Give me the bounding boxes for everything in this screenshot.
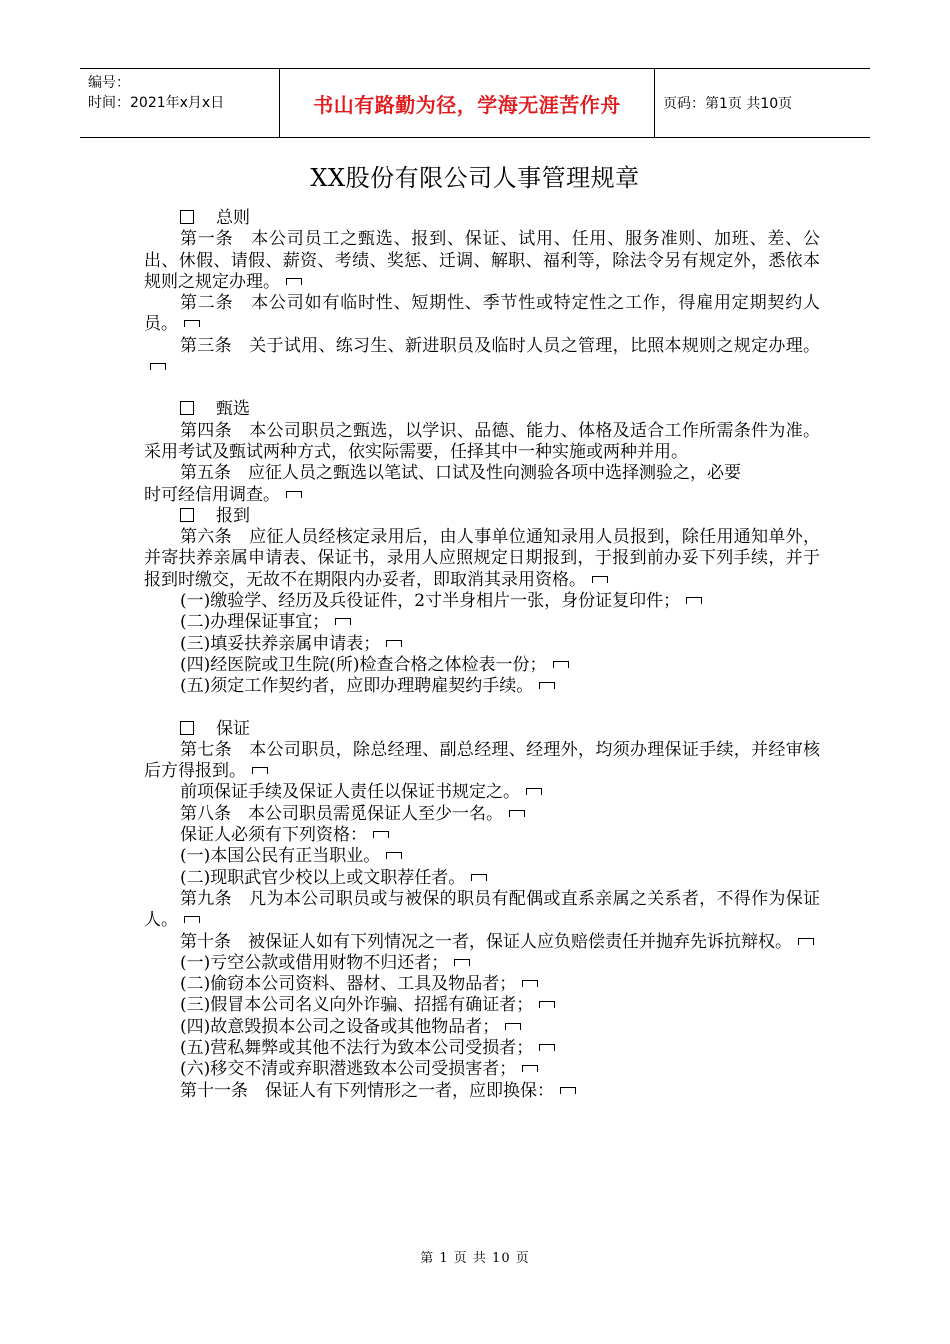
return-mark-icon	[184, 916, 200, 923]
return-mark-icon	[386, 640, 402, 647]
return-mark-icon	[335, 618, 351, 625]
list-item: (五)须定工作契约者，应即办理聘雇契约手续。	[144, 676, 820, 697]
paragraph: 第二条 本公司如有临时性、短期性、季节性或特定性之工作，得雇用定期契约人员。	[144, 293, 820, 335]
list-item: (四)故意毁损本公司之设备或其他物品者；	[144, 1017, 820, 1038]
paragraph: 第四条 本公司职员之甄选，以学识、品德、能力、体格及适合工作所需条件为准。采用考试及甄试两种方式，依实际需要，任择其中一种实施或两种并用。	[144, 420, 820, 462]
checkbox-square-icon	[180, 401, 194, 415]
return-mark-icon	[454, 959, 470, 966]
number-label: 编号：	[88, 75, 130, 91]
return-mark-icon	[560, 1087, 576, 1094]
return-mark-icon	[386, 852, 402, 859]
checkbox-square-icon	[180, 721, 194, 735]
return-mark-icon	[184, 320, 200, 327]
paragraph: 前项保证手续及保证人责任以保证书规定之。	[144, 782, 820, 803]
return-mark-icon	[286, 491, 302, 498]
paragraph: 第十条 被保证人如有下列情况之一者，保证人应负赔偿责任并抛弃先诉抗辩权。	[144, 932, 820, 953]
return-mark-icon	[150, 363, 166, 370]
paragraph: 第五条 应征人员之甄选以笔试、口试及性向测验各项中选择测验之，必要	[180, 463, 741, 484]
return-mark-icon	[522, 1065, 538, 1072]
return-mark-icon	[798, 938, 814, 945]
list-item: (六)移交不清或弃职潜逃致本公司受损害者；	[144, 1059, 820, 1080]
return-mark-icon	[526, 788, 542, 795]
page-footer: 第 1 页 共 10 页	[420, 1251, 530, 1266]
checkbox-square-icon	[180, 508, 194, 522]
list-item: (二)偷窃本公司资料、器材、工具及物品者；	[144, 974, 820, 995]
section-heading: 总则	[144, 208, 820, 229]
list-item: (一)本国公民有正当职业。	[144, 846, 820, 867]
list-item: (二)现职武官少校以上或文职荐任者。	[144, 868, 820, 889]
return-mark-icon	[471, 874, 487, 881]
list-item: (一)亏空公款或借用财物不归还者；	[144, 953, 820, 974]
paragraph: 第七条 本公司职员，除总经理、副总经理、经理外，均须办理保证手续，并经审核后方得报到。	[144, 739, 820, 782]
list-item: (五)营私舞弊或其他不法行为致本公司受损者；	[144, 1038, 820, 1059]
return-mark-icon	[539, 1001, 555, 1008]
paragraph: 第十一条 保证人有下列情形之一者，应即换保：	[144, 1081, 820, 1102]
return-mark-icon	[539, 682, 555, 689]
list-item: (三)假冒本公司名义向外诈骗、招摇有确证者；	[144, 995, 820, 1016]
section-heading: 报到	[144, 506, 820, 527]
document-header	[80, 68, 870, 138]
return-mark-icon	[505, 1023, 521, 1030]
return-mark-icon	[252, 767, 268, 774]
header-motto-cell	[280, 69, 655, 137]
paragraph: 第三条 关于试用、练习生、新进职员及临时人员之管理，比照本规则之规定办理。	[144, 336, 820, 379]
list-item: (二)办理保证事宜；	[144, 612, 820, 633]
list-item: (三)填妥扶养亲属申请表；	[144, 634, 820, 655]
checkbox-square-icon	[180, 210, 194, 224]
return-mark-icon	[373, 831, 389, 838]
paragraph: 第一条 本公司员工之甄选、报到、保证、试用、任用、服务准则、加班、差、公出、休假、请假、薪资、考绩、奖惩、迁调、解职、福利等，除法令另有规定外，悉依本规则之规定办理。	[144, 229, 820, 292]
paragraph: 第九条 凡为本公司职员或与被保的职员有配偶或直系亲属之关系者，不得作为保证人。	[144, 888, 820, 931]
list-item: (一)缴验学、经历及兵役证件，2寸半身相片一张，身份证复印件；	[144, 591, 820, 612]
time-label: 时间：2021年x月x日	[88, 95, 225, 111]
return-mark-icon	[539, 1044, 555, 1051]
page-info: 页码：第1页 共10页	[663, 96, 793, 112]
section-heading: 甄选	[144, 399, 820, 420]
paragraph: 保证人必须有下列资格：	[144, 825, 820, 846]
section-heading: 保证	[144, 719, 820, 740]
paragraph: 第六条 应征人员经核定录用后，由人事单位通知录用人员报到，除任用通知单外，并寄扶养亲属申请表、保证书，录用人应照规定日期报到，于报到前办妥下列手续，并于报到时缴交，无故不在期限内办妥者，即取消其录用资格。	[144, 527, 820, 590]
return-mark-icon	[286, 278, 302, 285]
return-mark-icon	[509, 810, 525, 817]
return-mark-icon	[553, 661, 569, 668]
motto: 书山有路勤为径，学海无涯苦作舟	[313, 92, 621, 117]
document-body	[144, 208, 820, 1102]
header-page-cell	[655, 69, 870, 137]
paragraph: 第八条 本公司职员需觅保证人至少一名。	[144, 804, 820, 825]
document-title: XX股份有限公司人事管理规章	[310, 164, 640, 192]
return-mark-icon	[522, 980, 538, 987]
return-mark-icon	[686, 597, 702, 604]
paragraph: 时可经信用调查。	[144, 485, 820, 506]
list-item: (四)经医院或卫生院(所)检查合格之体检表一份；	[144, 655, 820, 676]
return-mark-icon	[592, 576, 608, 583]
header-meta	[80, 69, 280, 137]
